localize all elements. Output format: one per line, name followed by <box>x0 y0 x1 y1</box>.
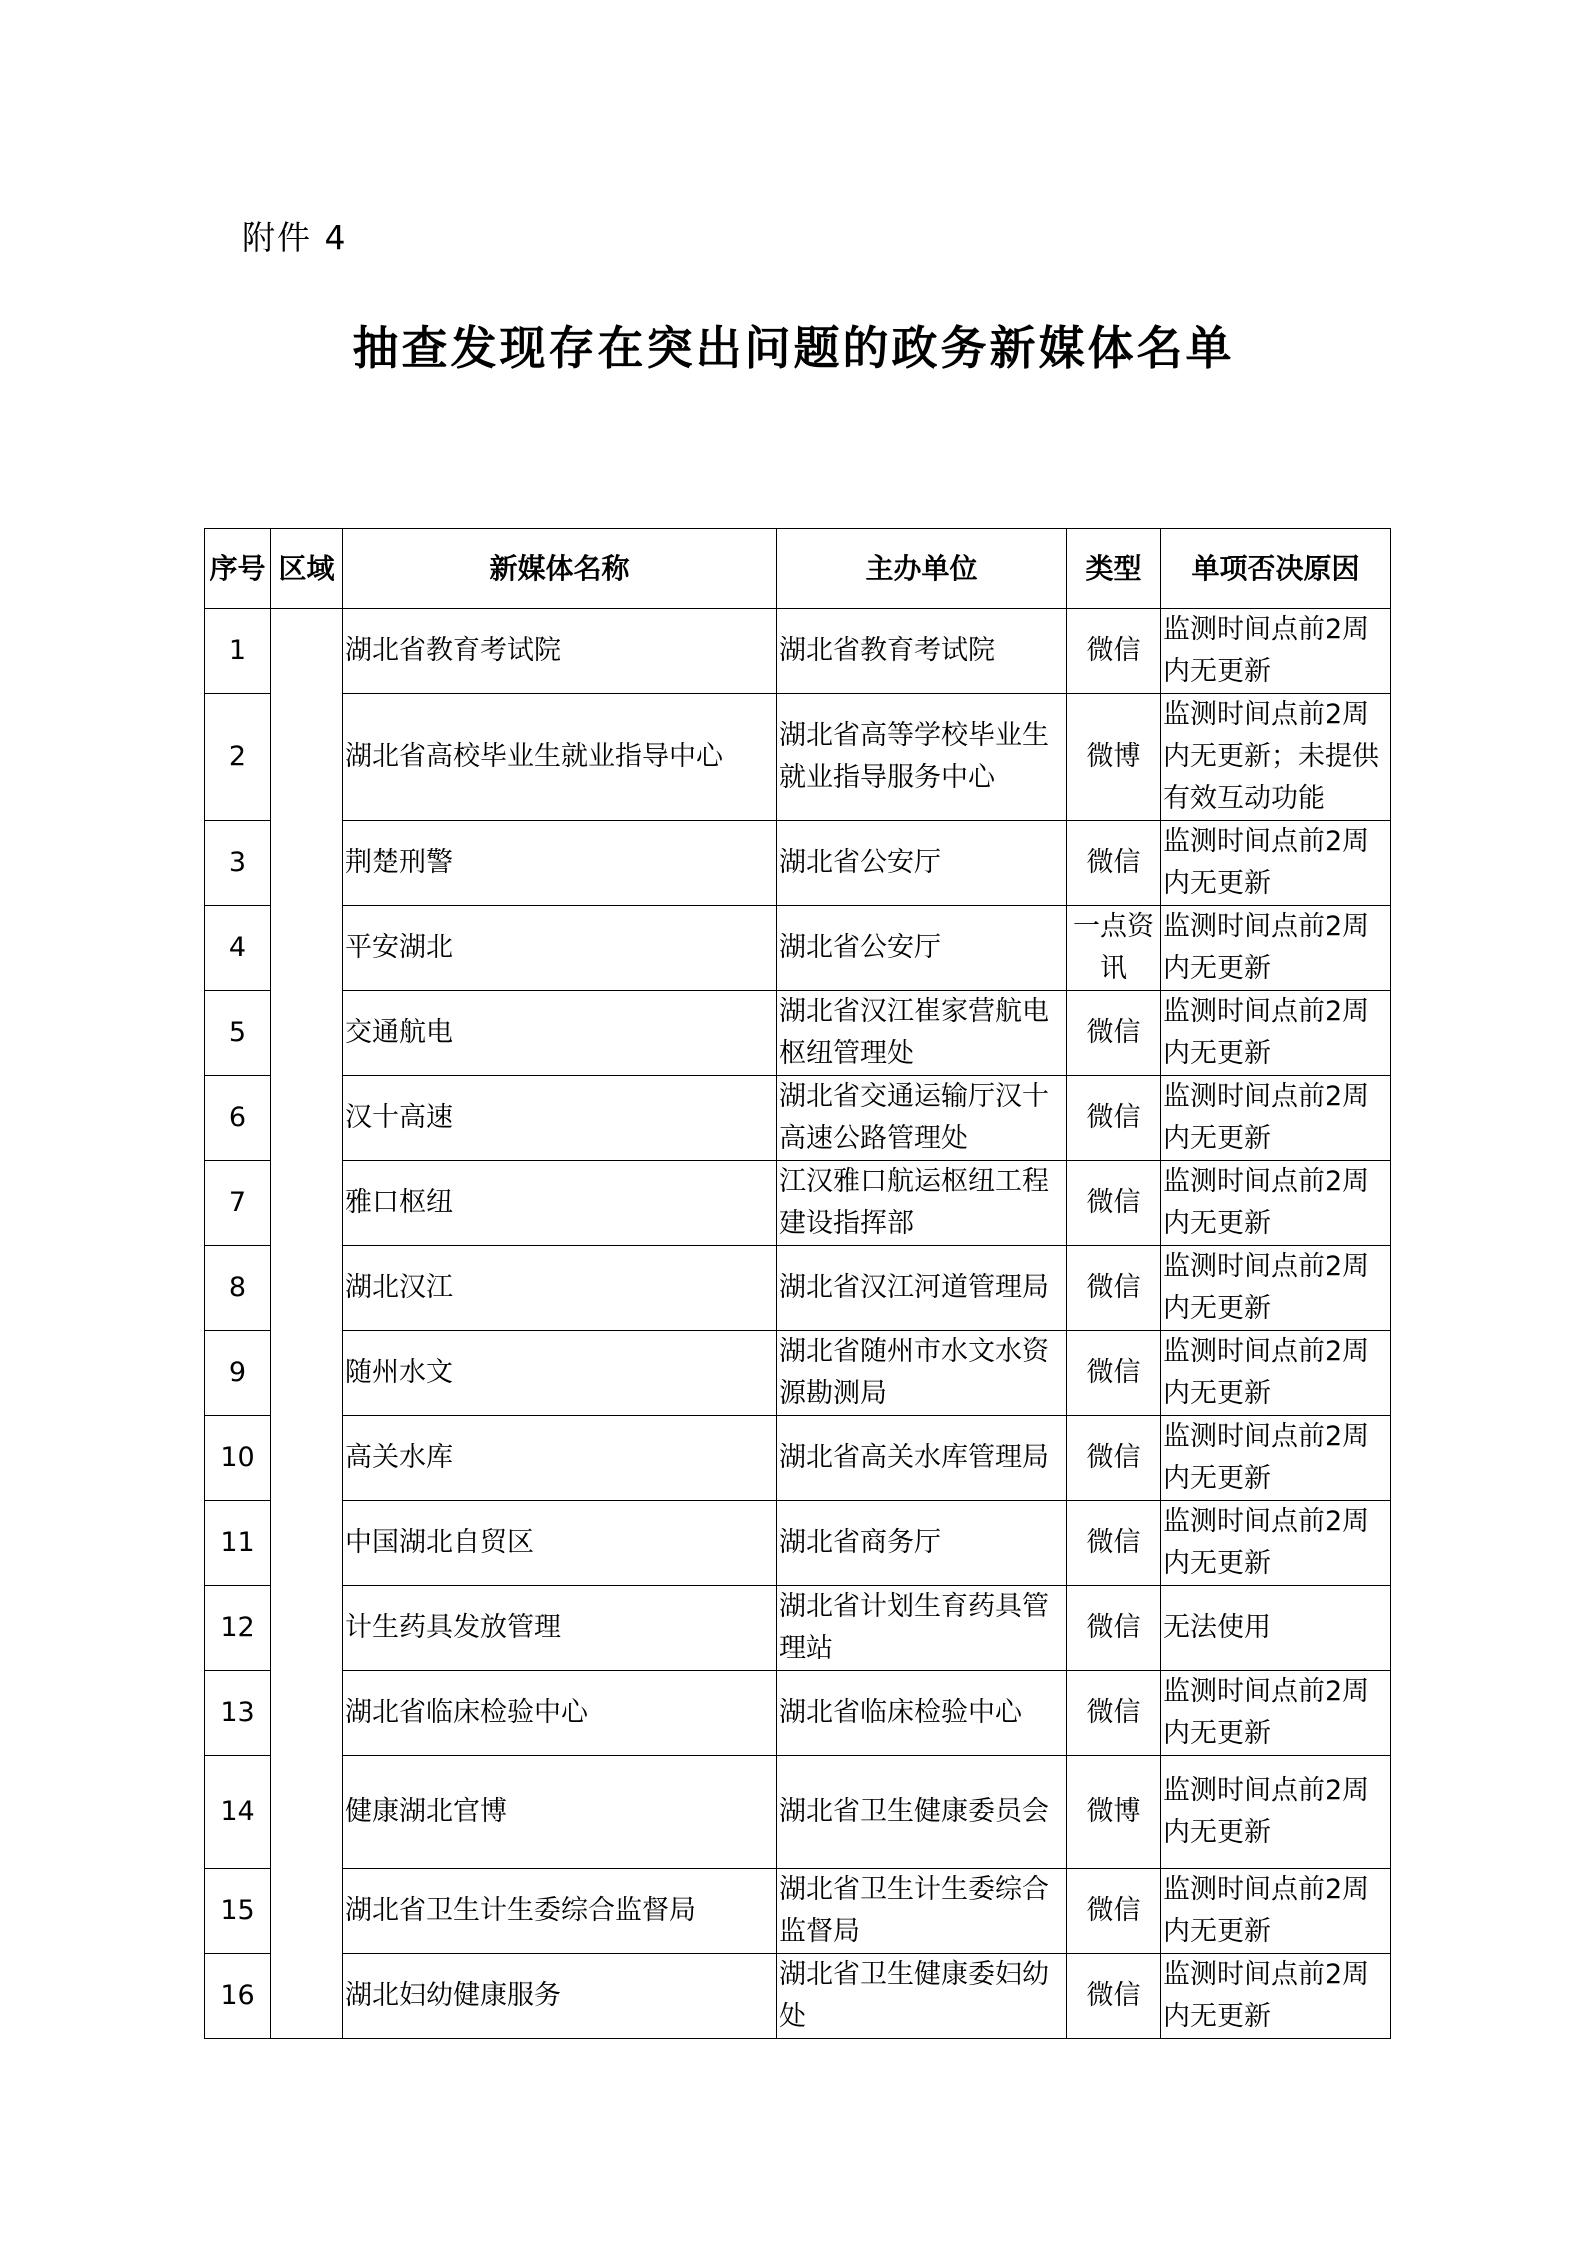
cell-name: 计生药具发放管理 <box>343 1586 777 1671</box>
cell-reason: 监测时间点前2周内无更新；未提供有效互动功能 <box>1161 694 1391 821</box>
cell-type: 微信 <box>1067 991 1161 1076</box>
cell-name: 湖北省教育考试院 <box>343 609 777 694</box>
cell-no: 4 <box>205 906 271 991</box>
cell-sponsor: 湖北省高关水库管理局 <box>777 1416 1067 1501</box>
table-row <box>205 1869 1391 1954</box>
cell-reason: 监测时间点前2周内无更新 <box>1161 991 1391 1076</box>
table-row <box>205 694 1391 821</box>
table-row <box>205 1756 1391 1869</box>
cell-no: 2 <box>205 694 271 821</box>
cell-type: 一点资讯 <box>1067 906 1161 991</box>
table-row <box>205 1076 1391 1161</box>
table-row <box>205 1501 1391 1586</box>
table-row <box>205 1954 1391 2039</box>
attachment-label: 附件 4 <box>242 218 348 257</box>
cell-no: 12 <box>205 1586 271 1671</box>
header-type: 类型 <box>1067 529 1161 609</box>
cell-name: 荆楚刑警 <box>343 821 777 906</box>
media-list-table <box>204 528 1391 2039</box>
cell-type: 微信 <box>1067 821 1161 906</box>
table-row <box>205 906 1391 991</box>
cell-reason: 监测时间点前2周内无更新 <box>1161 1076 1391 1161</box>
cell-no: 5 <box>205 991 271 1076</box>
cell-no: 8 <box>205 1246 271 1331</box>
cell-name: 湖北妇幼健康服务 <box>343 1954 777 2039</box>
cell-reason: 无法使用 <box>1161 1586 1391 1671</box>
cell-no: 16 <box>205 1954 271 2039</box>
table-row <box>205 1671 1391 1756</box>
table-row <box>205 609 1391 694</box>
cell-type: 微信 <box>1067 1671 1161 1756</box>
table-row <box>205 1246 1391 1331</box>
cell-reason: 监测时间点前2周内无更新 <box>1161 1671 1391 1756</box>
cell-reason: 监测时间点前2周内无更新 <box>1161 1869 1391 1954</box>
cell-name: 随州水文 <box>343 1331 777 1416</box>
cell-reason: 监测时间点前2周内无更新 <box>1161 1501 1391 1586</box>
table-header-row <box>205 529 1391 609</box>
cell-type: 微信 <box>1067 1869 1161 1954</box>
cell-type: 微博 <box>1067 694 1161 821</box>
cell-no: 1 <box>205 609 271 694</box>
cell-sponsor: 湖北省卫生计生委综合监督局 <box>777 1869 1067 1954</box>
table-row <box>205 1416 1391 1501</box>
cell-no: 13 <box>205 1671 271 1756</box>
table-row <box>205 1331 1391 1416</box>
cell-name: 平安湖北 <box>343 906 777 991</box>
table-row <box>205 1586 1391 1671</box>
cell-name: 中国湖北自贸区 <box>343 1501 777 1586</box>
cell-no: 3 <box>205 821 271 906</box>
header-name: 新媒体名称 <box>343 529 777 609</box>
cell-no: 9 <box>205 1331 271 1416</box>
table-row <box>205 1161 1391 1246</box>
cell-no: 14 <box>205 1756 271 1869</box>
cell-sponsor: 湖北省随州市水文水资源勘测局 <box>777 1331 1067 1416</box>
cell-type: 微博 <box>1067 1756 1161 1869</box>
cell-name: 高关水库 <box>343 1416 777 1501</box>
cell-sponsor: 湖北省计划生育药具管理站 <box>777 1586 1067 1671</box>
cell-no: 7 <box>205 1161 271 1246</box>
cell-type: 微信 <box>1067 1501 1161 1586</box>
header-sponsor: 主办单位 <box>777 529 1067 609</box>
cell-reason: 监测时间点前2周内无更新 <box>1161 821 1391 906</box>
cell-sponsor: 江汉雅口航运枢纽工程建设指挥部 <box>777 1161 1067 1246</box>
cell-reason: 监测时间点前2周内无更新 <box>1161 1161 1391 1246</box>
cell-region <box>271 609 343 2039</box>
cell-type: 微信 <box>1067 1416 1161 1501</box>
cell-reason: 监测时间点前2周内无更新 <box>1161 1416 1391 1501</box>
cell-name: 湖北省卫生计生委综合监督局 <box>343 1869 777 1954</box>
cell-name: 交通航电 <box>343 991 777 1076</box>
cell-no: 10 <box>205 1416 271 1501</box>
cell-sponsor: 湖北省公安厅 <box>777 821 1067 906</box>
cell-sponsor: 湖北省公安厅 <box>777 906 1067 991</box>
cell-type: 微信 <box>1067 1954 1161 2039</box>
cell-name: 健康湖北官博 <box>343 1756 777 1869</box>
cell-sponsor: 湖北省卫生健康委妇幼处 <box>777 1954 1067 2039</box>
header-no: 序号 <box>205 529 271 609</box>
document-title: 抽查发现存在突出问题的政务新媒体名单 <box>352 321 1235 375</box>
cell-sponsor: 湖北省商务厅 <box>777 1501 1067 1586</box>
header-reason: 单项否决原因 <box>1161 529 1391 609</box>
cell-sponsor: 湖北省汉江河道管理局 <box>777 1246 1067 1331</box>
cell-reason: 监测时间点前2周内无更新 <box>1161 1954 1391 2039</box>
cell-name: 湖北汉江 <box>343 1246 777 1331</box>
cell-sponsor: 湖北省高等学校毕业生就业指导服务中心 <box>777 694 1067 821</box>
cell-sponsor: 湖北省交通运输厅汉十高速公路管理处 <box>777 1076 1067 1161</box>
cell-type: 微信 <box>1067 1076 1161 1161</box>
cell-no: 11 <box>205 1501 271 1586</box>
cell-no: 15 <box>205 1869 271 1954</box>
cell-type: 微信 <box>1067 1331 1161 1416</box>
cell-name: 雅口枢纽 <box>343 1161 777 1246</box>
cell-reason: 监测时间点前2周内无更新 <box>1161 1756 1391 1869</box>
cell-reason: 监测时间点前2周内无更新 <box>1161 609 1391 694</box>
table-row <box>205 991 1391 1076</box>
cell-name: 汉十高速 <box>343 1076 777 1161</box>
header-region: 区域 <box>271 529 343 609</box>
table-row <box>205 821 1391 906</box>
cell-sponsor: 湖北省临床检验中心 <box>777 1671 1067 1756</box>
cell-sponsor: 湖北省教育考试院 <box>777 609 1067 694</box>
cell-reason: 监测时间点前2周内无更新 <box>1161 906 1391 991</box>
cell-type: 微信 <box>1067 609 1161 694</box>
cell-name: 湖北省临床检验中心 <box>343 1671 777 1756</box>
cell-reason: 监测时间点前2周内无更新 <box>1161 1246 1391 1331</box>
cell-no: 6 <box>205 1076 271 1161</box>
cell-sponsor: 湖北省汉江崔家营航电枢纽管理处 <box>777 991 1067 1076</box>
cell-type: 微信 <box>1067 1161 1161 1246</box>
cell-type: 微信 <box>1067 1586 1161 1671</box>
cell-sponsor: 湖北省卫生健康委员会 <box>777 1756 1067 1869</box>
cell-reason: 监测时间点前2周内无更新 <box>1161 1331 1391 1416</box>
cell-name: 湖北省高校毕业生就业指导中心 <box>343 694 777 821</box>
cell-type: 微信 <box>1067 1246 1161 1331</box>
